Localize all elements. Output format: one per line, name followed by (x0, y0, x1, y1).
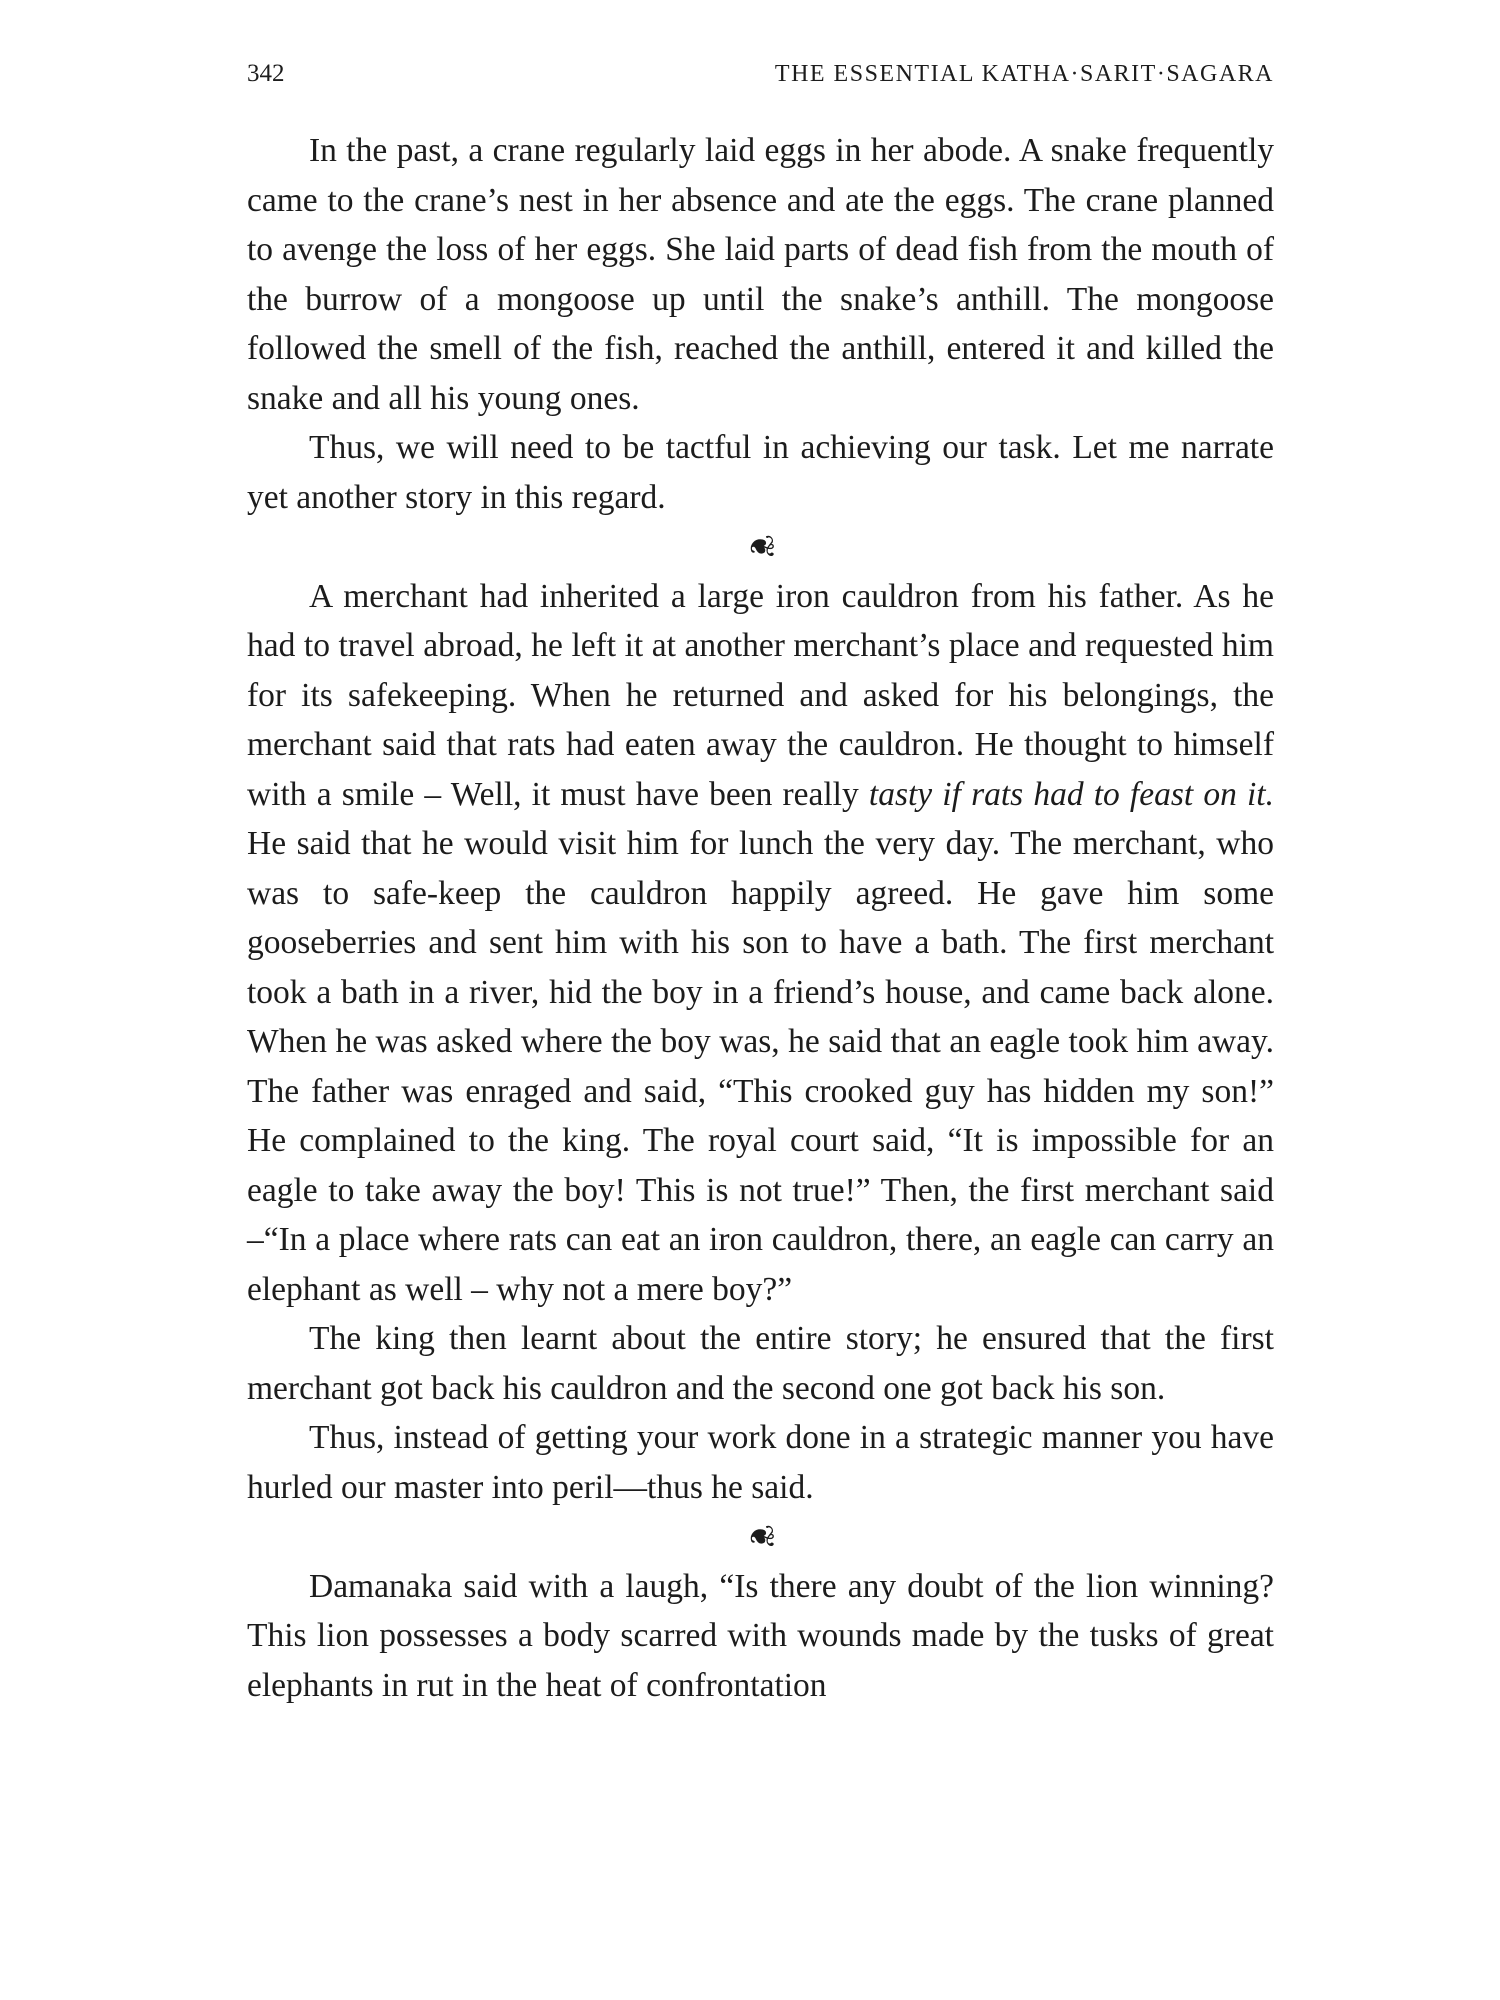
paragraph-text-part: A merchant had inherited a large iron cauldron from his father. As he had to travel abroad, he left it at another merchant’s place and requested him for its safekeeping. When he returned and asked for his belongings, the merchant said that rats had eaten away the cauldron. He thought to himself with a smile – Well, it must have been really (247, 577, 1274, 813)
book-page (247, 60, 1274, 1710)
running-header (247, 60, 1274, 104)
paragraph-crane-story: In the past, a crane regularly laid eggs in her abode. A snake frequently came to the crane’s nest in her absence and ate the eggs. The crane planned to avenge the loss of her eggs. She laid parts of dead fish from the mouth of the burrow of a mongoose up until the snake’s anthill. The mongoose followed the smell of the fish, reached the anthill, entered it and killed the snake and all his young ones. (247, 132, 1274, 417)
page-number: 342 (247, 60, 285, 87)
fleuron-icon: ❦ (741, 1523, 782, 1550)
section-break-ornament (247, 522, 1274, 572)
paragraph-tactful-transition: Thus, we will need to be tactful in achieving our task. Let me narrate yet another story in this regard. (247, 429, 1274, 516)
paragraph-king-resolution: The king then learnt about the entire story; he ensured that the first merchant got back his cauldron and the second one got back his son. (247, 1320, 1274, 1407)
running-title: THE ESSENTIAL KATHA·SARIT·SAGARA (774, 61, 1274, 87)
fleuron-icon: ❦ (741, 533, 782, 560)
paragraph-strategic-conclusion: Thus, instead of getting your work done in a strategic manner you have hurled our master into peril—thus he said. (247, 1419, 1274, 1506)
paragraph-cauldron-story (247, 572, 1274, 1315)
paragraph-damanaka: Damanaka said with a laugh, “Is there any doubt of the lion winning? This lion possesses a body scarred with wounds made by the tusks of great elephants in rut in the heat of confrontation (247, 1567, 1274, 1704)
section-break-ornament (247, 1512, 1274, 1562)
italic-phrase: tasty if rats had to feast on it. (868, 775, 1274, 813)
paragraph-text-part: He said that he would visit him for lunch the very day. The merchant, who was to safe-keep the cauldron happily agreed. He gave him some gooseberries and sent him with his son to have a bath. The first merchant took a bath in a river, hid the boy in a friend’s house, and came back alone. When he was asked where the boy was, he said that an eagle took him away. The father was enraged and said, “This crooked guy has hidden my son!” He complained to the king. The royal court said, “It is impossible for an eagle to take away the boy! This is not true!” Then, the first merchant said –“In a place where rats can eat an iron cauldron, there, an eagle can carry an elephant as well – why not a mere boy?” (247, 825, 1274, 1308)
